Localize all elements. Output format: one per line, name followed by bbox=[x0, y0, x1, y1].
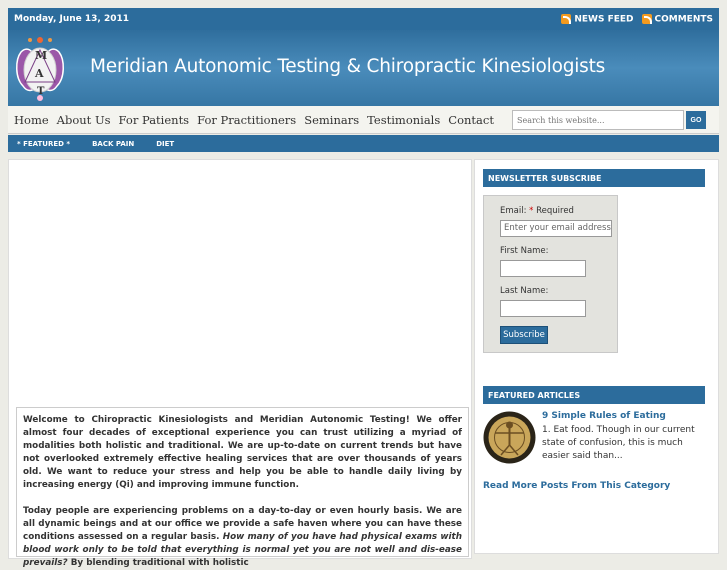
first-name-field[interactable] bbox=[500, 260, 586, 277]
subnav-back-pain[interactable]: BACK PAIN bbox=[92, 139, 135, 148]
subnav-diet[interactable]: DIET bbox=[156, 139, 175, 148]
rss-icon bbox=[642, 14, 652, 24]
top-bar bbox=[8, 8, 719, 30]
read-more-link[interactable]: Read More Posts From This Category bbox=[483, 481, 671, 491]
search-go-button[interactable]: GO bbox=[686, 111, 706, 129]
subnav-featured[interactable]: * FEATURED * bbox=[17, 139, 71, 148]
main-nav bbox=[8, 106, 719, 134]
rss-icon bbox=[561, 14, 571, 24]
site-header bbox=[8, 30, 719, 106]
last-name-label: Last Name: bbox=[500, 286, 549, 296]
featured-articles-title: FEATURED ARTICLES bbox=[483, 386, 705, 404]
nav-home[interactable]: Home bbox=[14, 112, 49, 127]
date-text: Monday, June 13, 2011 bbox=[14, 14, 130, 24]
welcome-text-box bbox=[16, 407, 469, 568]
subscribe-button[interactable]: Subscribe bbox=[500, 326, 548, 344]
category-nav bbox=[8, 135, 719, 152]
email-label: Email: * Required bbox=[500, 206, 574, 216]
news-feed-link[interactable]: NEWS FEED bbox=[561, 14, 633, 25]
logo-letter-t: T bbox=[37, 86, 45, 97]
article-title-link[interactable]: 9 Simple Rules of Eating bbox=[542, 411, 666, 421]
nav-for-patients[interactable]: For Patients bbox=[118, 112, 190, 127]
first-name-label: First Name: bbox=[500, 246, 549, 256]
nav-seminars[interactable]: Seminars bbox=[304, 112, 360, 127]
comments-feed-link[interactable]: COMMENTS bbox=[642, 14, 713, 25]
article-thumbnail[interactable] bbox=[483, 411, 536, 464]
nav-contact[interactable]: Contact bbox=[448, 112, 494, 127]
newsletter-title: NEWSLETTER SUBSCRIBE bbox=[483, 169, 705, 187]
site-title[interactable]: Meridian Autonomic Testing & Chiropractic Kinesiologists bbox=[90, 56, 606, 77]
logo-letter-a: A bbox=[35, 67, 44, 80]
last-name-field[interactable] bbox=[500, 300, 586, 317]
nav-for-practitioners[interactable]: For Practitioners bbox=[197, 112, 297, 127]
mat-logo-icon[interactable] bbox=[13, 34, 67, 102]
nav-testimonials[interactable]: Testimonials bbox=[367, 112, 441, 127]
article-excerpt: 1. Eat food. Though in our current state of confusion, this is much easier said than... bbox=[542, 425, 695, 461]
welcome-paragraph: Welcome to Chiropractic Kinesiologists and Meridian Autonomic Testing! We offer almost four decades of exceptional experience you can trust utilizing a myriad of modalities both holistic and traditional. We are up-to-date on current trends but have not overlooked extremely effective healing services that are over thousands of years old. We want to reduce your stress and help you be able to handle daily living by increasing energy (Qi) and improving immune function. bbox=[23, 415, 462, 490]
search-input[interactable] bbox=[512, 110, 684, 130]
logo-letter-m: M bbox=[35, 49, 48, 62]
intro-paragraph: Today people are experiencing problems on a day-to-day or even hourly basis. We are all dynamic beings and at our office we provide a safe haven where you can have these conditions assessed on a regular basis. How many of you have had physical exams with blood work only to be told that everything is normal yet you are not well and dis-ease prevails? By blending traditional with holistic bbox=[23, 506, 462, 568]
nav-about-us[interactable]: About Us bbox=[56, 112, 111, 127]
newsletter-form bbox=[483, 195, 618, 353]
email-field[interactable]: Enter your email address bbox=[500, 220, 612, 237]
